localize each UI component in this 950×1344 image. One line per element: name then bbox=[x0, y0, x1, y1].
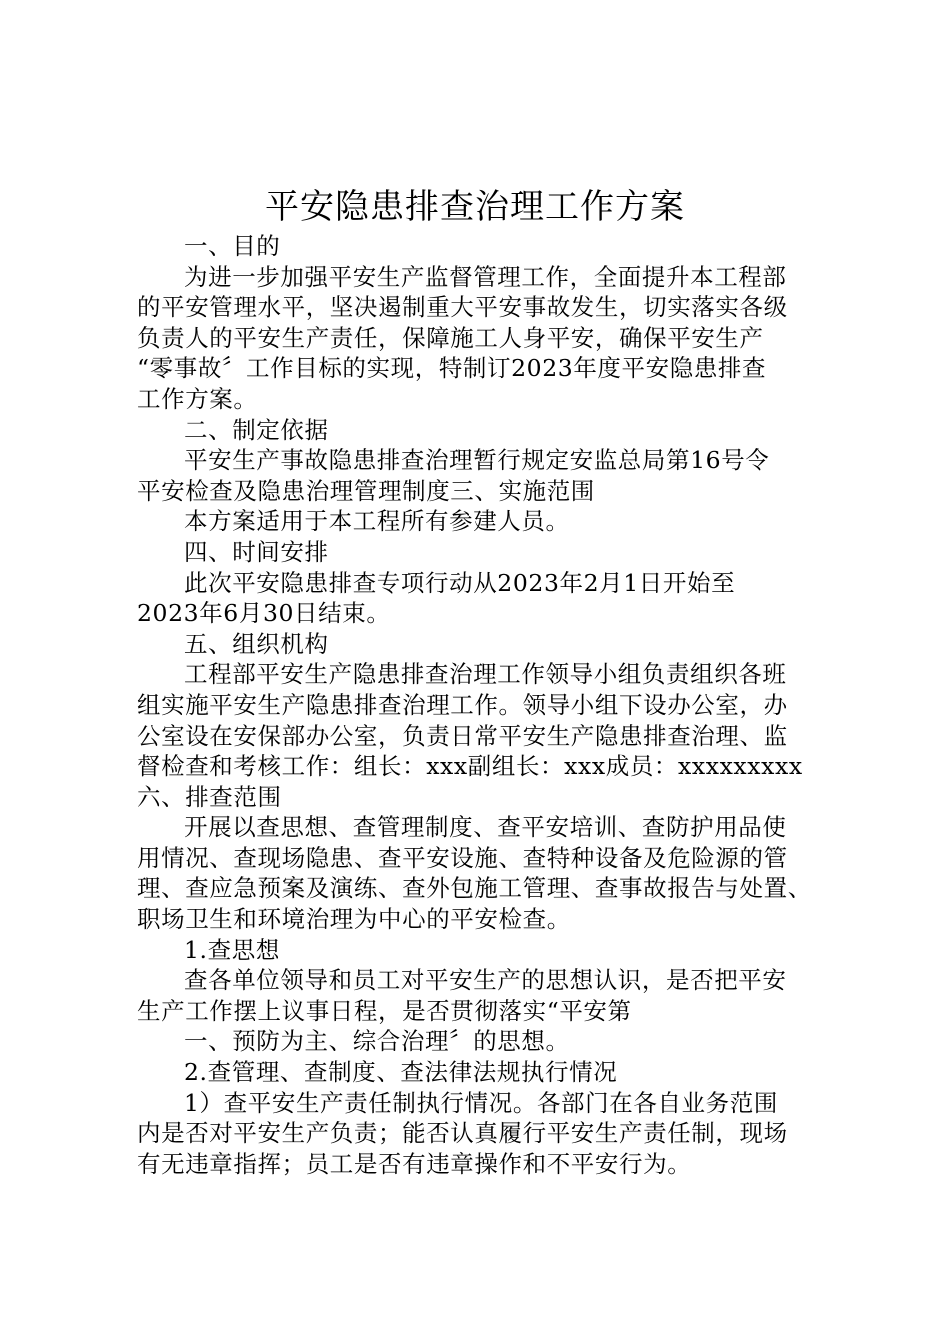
paragraph-line: 查各单位领导和员工对平安生产的思想认识，是否把平安 bbox=[184, 966, 787, 995]
document-body bbox=[137, 231, 837, 1179]
document-title: 平安隐患排查治理工作方案 bbox=[265, 187, 685, 227]
paragraph-line: 生产工作摆上议事日程，是否贯彻落实“平安第 bbox=[137, 996, 632, 1025]
paragraph-line: 五、组织机构 bbox=[184, 629, 329, 658]
paragraph-line: 组实施平安生产隐患排查治理工作。领导小组下设办公室，办 bbox=[137, 690, 788, 719]
paragraph-line: 公室设在安保部办公室，负责日常平安生产隐患排查治理、监 bbox=[137, 721, 788, 750]
paragraph-line: 工作方案。 bbox=[137, 384, 258, 413]
paragraph-line: 六、排查范围 bbox=[137, 782, 282, 811]
paragraph-line: 用情况、查现场隐患、查平安设施、查特种设备及危险源的管 bbox=[137, 843, 788, 872]
paragraph-line: 一、预防为主、综合治理〞的思想。 bbox=[184, 1027, 570, 1056]
paragraph-line: 1）查平安生产责任制执行情况。各部门在各自业务范围 bbox=[184, 1088, 778, 1117]
paragraph-line: 1.查思想 bbox=[184, 935, 280, 964]
paragraph-line: 的平安管理水平，坚决遏制重大平安事故发生，切实落实各级 bbox=[137, 293, 788, 322]
paragraph-line: 此次平安隐患排查专项行动从2023年2月1日开始至 bbox=[184, 568, 736, 597]
paragraph-line: 四、时间安排 bbox=[184, 537, 329, 566]
paragraph-line: 平安检查及隐患治理管理制度三、实施范围 bbox=[137, 476, 595, 505]
paragraph-line: 开展以查思想、查管理制度、查平安培训、查防护用品使 bbox=[184, 813, 787, 842]
paragraph-line: 为进一步加强平安生产监督管理工作，全面提升本工程部 bbox=[184, 262, 787, 291]
paragraph-line: 二、制定依据 bbox=[184, 415, 329, 444]
paragraph-line: 有无违章指挥；员工是否有违章操作和不平安行为。 bbox=[137, 1149, 692, 1178]
paragraph-line: 理、查应急预案及演练、查外包施工管理、查事故报告与处置、 bbox=[137, 874, 812, 903]
paragraph-line: 负责人的平安生产责任，保障施工人身平安，确保平安生产 bbox=[137, 323, 764, 352]
paragraph-line: “零事故〞工作目标的实现，特制订2023年度平安隐患排查 bbox=[137, 354, 767, 383]
paragraph-line: 内是否对平安生产负责；能否认真履行平安生产责任制，现场 bbox=[137, 1119, 788, 1148]
paragraph-line: 督检查和考核工作：组长：xxx副组长：xxx成员：xxxxxxxxx bbox=[137, 752, 803, 781]
paragraph-line: 职场卫生和环境治理为中心的平安检查。 bbox=[137, 905, 571, 934]
paragraph-line: 2023年6月30日结束。 bbox=[137, 599, 391, 628]
paragraph-line: 本方案适用于本工程所有参建人员。 bbox=[184, 507, 570, 536]
paragraph-line: 一、目的 bbox=[184, 232, 281, 260]
paragraph-line: 2.查管理、查制度、查法律法规执行情况 bbox=[184, 1058, 618, 1087]
paragraph-line: 平安生产事故隐患排查治理暂行规定安监总局第16号令 bbox=[184, 446, 770, 475]
paragraph-line: 工程部平安生产隐患排查治理工作领导小组负责组织各班 bbox=[184, 660, 787, 689]
